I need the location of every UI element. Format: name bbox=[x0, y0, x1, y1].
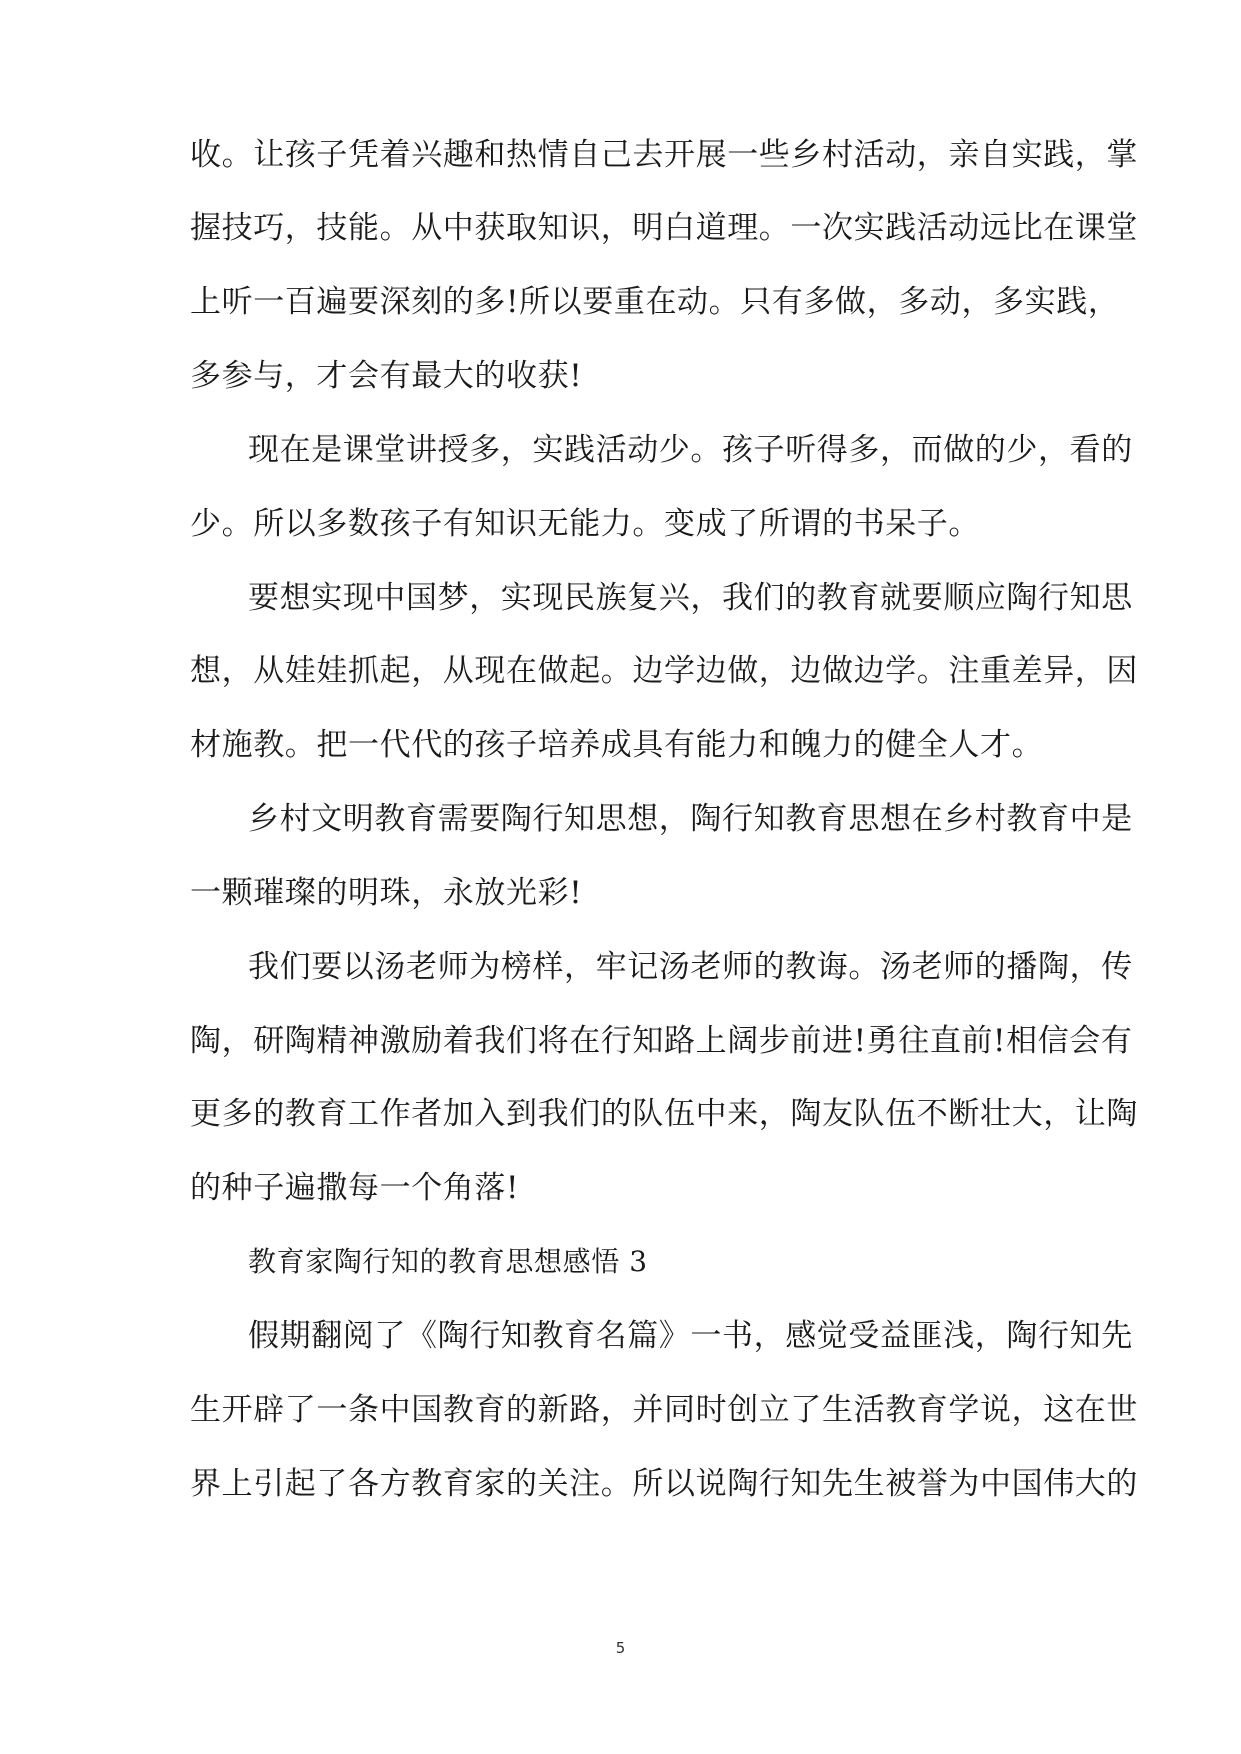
text-line: 材施教。把一代代的孩子培养成具有能力和魄力的健全人才。 bbox=[190, 727, 1044, 763]
text-line: 多参与，才会有最大的收获! bbox=[190, 358, 583, 394]
section-heading: 教育家陶行知的教育思想感悟 3 bbox=[248, 1245, 648, 1278]
text-line: 上听一百遍要深刻的多!所以要重在动。只有多做，多动，多实践， bbox=[190, 284, 1120, 320]
text-line: 收。让孩子凭着兴趣和热情自己去开展一些乡村活动，亲自实践，掌 bbox=[190, 137, 1138, 173]
text-line: 握技巧，技能。从中获取知识，明白道理。一次实践活动远比在课堂 bbox=[190, 210, 1138, 246]
page-number: 5 bbox=[615, 1639, 626, 1657]
text-line: 的种子遍撒每一个角落! bbox=[190, 1170, 520, 1206]
text-line: 一颗璀璨的明珠，永放光彩! bbox=[190, 875, 583, 911]
text-line: 更多的教育工作者加入到我们的队伍中来，陶友队伍不断壮大，让陶 bbox=[190, 1096, 1138, 1132]
text-line: 界上引起了各方教育家的关注。所以说陶行知先生被誉为中国伟大的 bbox=[190, 1466, 1138, 1502]
paragraph-first-line: 要想实现中国梦，实现民族复兴，我们的教育就要顺应陶行知思 bbox=[248, 580, 1133, 616]
paragraph-first-line: 假期翻阅了《陶行知教育名篇》一书，感觉受益匪浅，陶行知先 bbox=[248, 1318, 1133, 1354]
paragraph-first-line: 我们要以汤老师为榜样，牢记汤老师的教诲。汤老师的播陶，传 bbox=[248, 949, 1133, 985]
text-line: 少。所以多数孩子有知识无能力。变成了所谓的书呆子。 bbox=[190, 506, 980, 542]
text-line: 生开辟了一条中国教育的新路，并同时创立了生活教育学说，这在世 bbox=[190, 1392, 1138, 1428]
paragraph-first-line: 乡村文明教育需要陶行知思想，陶行知教育思想在乡村教育中是 bbox=[248, 801, 1133, 837]
text-line: 想，从娃娃抓起，从现在做起。边学边做，边做边学。注重差异，因 bbox=[190, 653, 1138, 689]
text-line: 陶，研陶精神激励着我们将在行知路上阔步前进!勇往直前!相信会有 bbox=[190, 1023, 1133, 1059]
paragraph-first-line: 现在是课堂讲授多，实践活动少。孩子听得多，而做的少，看的 bbox=[248, 432, 1133, 468]
